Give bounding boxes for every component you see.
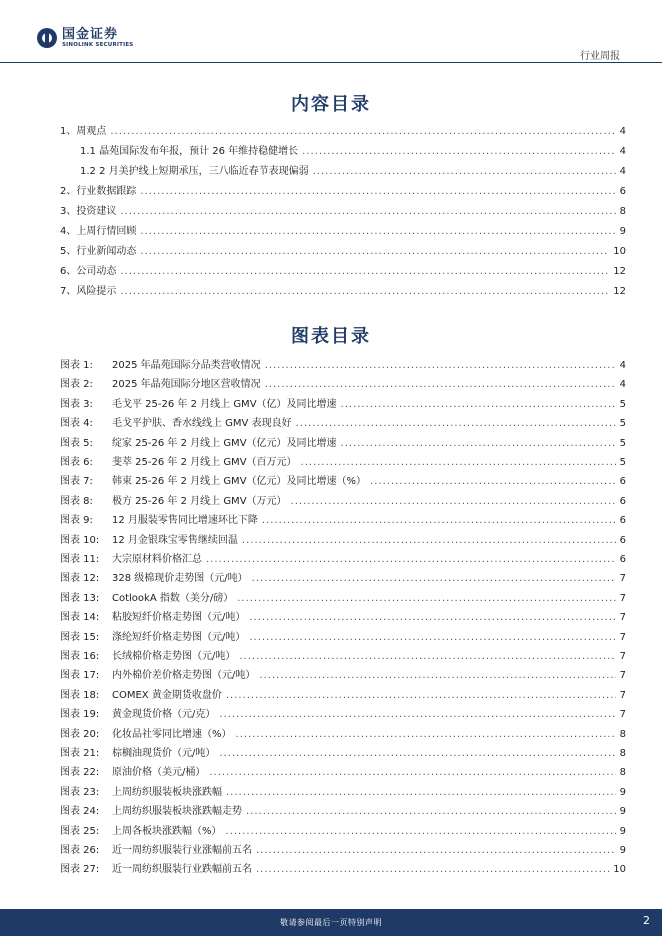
figure-title: 2025 年晶苑国际分品类营收情况 [112,360,261,371]
contents-entry-label: 1.2 2 月美护线上短期承压，三八临近春节表现偏弱 [80,166,309,177]
figure-page: 8 [619,767,626,779]
contents-entry-page: 12 [613,266,626,277]
figure-number: 图表 15: [60,631,100,643]
figure-number: 图表 24: [60,806,100,818]
figure-title: 上周纺织服装板块涨跌幅走势 [112,806,242,818]
contents-entry[interactable] [60,122,626,136]
dot-leader [120,206,615,217]
company-logo [36,26,133,50]
dot-leader [206,554,616,565]
contents-entry-label: 3、投资建议 [60,206,117,217]
dot-leader [140,186,615,197]
figure-title: 近一周纺织服装行业涨幅前五名 [112,845,252,856]
dot-leader [370,476,616,487]
figure-title: 涤纶短纤价格走势图（元/吨） [112,631,246,643]
figure-page: 6 [619,495,626,507]
figure-number: 图表 19: [60,709,100,721]
figure-number: 图表 17: [60,670,100,682]
figure-page: 7 [619,592,626,604]
figure-page: 8 [619,748,626,759]
figure-page: 9 [619,825,626,837]
contents-entry-label: 4、上周行情回顾 [60,226,137,237]
figure-entry[interactable] [60,686,626,700]
dot-leader [236,729,616,740]
figure-title: 12 月金银珠宝零售继续回温 [112,534,238,546]
figure-page: 9 [619,845,626,856]
figure-number: 图表 22: [60,767,100,779]
figure-page: 4 [619,379,626,391]
figure-entry[interactable] [60,628,626,642]
dot-leader [226,690,616,701]
figure-title: 内外棉价差价格走势图（元/吨） [112,670,256,682]
figure-page: 7 [619,651,626,662]
contents-entry-page: 4 [619,166,626,177]
dot-leader [265,379,616,390]
contents-entry-label: 7、风险提示 [60,286,117,297]
dot-leader [209,767,615,778]
figure-number: 图表 20: [60,728,100,740]
footer-bar [0,909,662,936]
contents-entry[interactable] [80,142,626,156]
figure-page: 9 [619,786,626,798]
footer-disclaimer: 敬请参阅最后一页特别声明 [280,918,382,927]
figure-page: 5 [619,418,626,430]
figure-page: 5 [619,398,626,410]
figure-number: 图表 25: [60,825,100,837]
figure-title: 长绒棉价格走势图（元/吨） [112,651,236,662]
figure-title: 近一周纺织服装行业跌幅前五名 [112,864,252,876]
figure-page: 6 [619,554,626,565]
figure-entry[interactable] [60,395,626,409]
dot-leader [246,806,616,817]
figure-page: 4 [619,360,626,371]
figure-title: 12 月服装零售同比增速环比下降 [112,515,258,527]
figure-number: 图表 14: [60,612,100,624]
contents-entry-label: 2、行业数据跟踪 [60,186,137,197]
dot-leader [219,748,615,759]
figure-entry[interactable] [60,647,626,661]
contents-entry[interactable] [60,242,626,256]
dot-leader [341,438,616,449]
figure-entry[interactable] [60,589,626,603]
figure-page: 8 [619,728,626,740]
figure-entry[interactable] [60,492,626,506]
dot-leader [242,535,616,546]
figure-number: 图表 9: [60,515,93,527]
figures-title: 图表目录 [291,326,371,347]
dot-leader [226,826,616,837]
figure-entry[interactable] [60,356,626,370]
contents-entry-page: 12 [613,286,626,297]
figure-entry[interactable] [60,841,626,855]
dot-leader [265,360,616,371]
contents-entry[interactable] [80,162,626,176]
contents-entry[interactable] [60,182,626,196]
figure-entry[interactable] [60,531,626,545]
figure-entry[interactable] [60,744,626,758]
figure-title: 黄金现货价格（元/克） [112,709,216,721]
figure-number: 图表 5: [60,437,93,449]
figure-entry[interactable] [60,414,626,428]
contents-entry-page: 6 [619,186,626,197]
figure-number: 图表 18: [60,689,100,701]
figure-page: 9 [619,806,626,818]
dot-leader [262,515,616,526]
dot-leader [120,286,609,297]
figure-page: 6 [619,534,626,546]
dot-leader [302,146,615,157]
figure-number: 图表 7: [60,476,93,488]
figure-number: 图表 10: [60,534,100,546]
dot-leader [256,845,616,856]
dot-leader [313,166,616,177]
dot-leader [120,266,609,277]
figure-title: 328 级棉现价走势图（元/吨） [112,573,248,585]
dot-leader [291,496,616,507]
figure-number: 图表 13: [60,592,100,604]
figure-entry[interactable] [60,783,626,797]
figure-entry[interactable] [60,472,626,486]
dot-leader [249,632,615,643]
figure-entry[interactable] [60,511,626,525]
figure-entry[interactable] [60,725,626,739]
figure-title: 毛戈平 25-26 年 2 月线上 GMV（亿）及同比增速 [112,398,337,410]
figure-number: 图表 23: [60,786,100,798]
contents-entry-page: 8 [619,206,626,217]
figure-number: 图表 8: [60,495,93,507]
contents-title: 内容目录 [291,94,371,115]
figure-title: 毛戈平护肤、香水线线上 GMV 表现良好 [112,418,292,430]
dot-leader [140,246,609,257]
figure-entry[interactable] [60,608,626,622]
sinolink-logo-icon [36,27,58,49]
figure-page: 7 [619,670,626,682]
contents-entry-label: 1.1 晶苑国际发布年报，预计 26 年维持稳健增长 [80,146,299,157]
dot-leader [140,226,615,237]
figure-title: CotlookA 指数（美分/磅） [112,592,234,604]
figure-number: 图表 2: [60,379,93,391]
figure-page: 6 [619,515,626,527]
figure-page: 5 [619,457,626,468]
figure-page: 7 [619,573,626,585]
dot-leader [239,651,615,662]
figure-title: 棕榈油现货价（元/吨） [112,748,216,759]
contents-entry-label: 6、公司动态 [60,266,117,277]
figure-title: 2025 年晶苑国际分地区营收情况 [112,379,261,391]
figure-page: 7 [619,631,626,643]
dot-leader [259,670,615,681]
figure-page: 7 [619,689,626,701]
figure-page: 6 [619,476,626,488]
figure-title: 化妆品社零同比增速（%） [112,728,232,740]
dot-leader [252,573,616,584]
figure-number: 图表 21: [60,748,100,759]
figure-entry[interactable] [60,822,626,836]
figure-title: COMEX 黄金期货收盘价 [112,689,222,701]
logo-chinese-name: 国金证券 [62,26,119,42]
dot-leader [249,612,615,623]
figure-title: 绽家 25-26 年 2 月线上 GMV（亿元）及同比增速 [112,437,337,449]
header-divider [0,62,662,63]
dot-leader [296,418,616,429]
dot-leader [237,593,615,604]
contents-entry-label: 1、周观点 [60,126,107,137]
figure-entry[interactable] [60,434,626,448]
figure-number: 图表 1: [60,360,93,371]
figure-title: 极方 25-26 年 2 月线上 GMV（万元） [112,495,287,507]
contents-entry-page: 4 [619,126,626,137]
figure-number: 图表 3: [60,398,93,410]
figure-number: 图表 4: [60,418,93,430]
contents-entry[interactable] [60,222,626,236]
contents-entry[interactable] [60,202,626,216]
figure-title: 斐萃 25-26 年 2 月线上 GMV（百万元） [112,457,297,468]
figure-number: 图表 12: [60,573,100,585]
figure-page: 7 [619,709,626,721]
figure-title: 上周各板块涨跌幅（%） [112,825,222,837]
figure-number: 图表 16: [60,651,100,662]
figure-entry[interactable] [60,453,626,467]
figure-title: 粘胶短纤价格走势图（元/吨） [112,612,246,624]
contents-entry-label: 5、行业新闻动态 [60,246,137,257]
figure-page: 10 [613,864,626,876]
figure-number: 图表 6: [60,457,93,468]
figure-number: 图表 11: [60,554,100,565]
figure-title: 上周纺织服装板块涨跌幅 [112,786,222,798]
dot-leader [301,457,616,468]
figure-number: 图表 27: [60,864,100,876]
dot-leader [256,864,609,875]
dot-leader [226,787,616,798]
dot-leader [110,126,615,137]
dot-leader [219,709,615,720]
contents-entry[interactable] [60,282,626,296]
contents-entry-page: 4 [619,146,626,157]
figure-entry[interactable] [60,666,626,680]
contents-entry-page: 9 [619,226,626,237]
figure-entry[interactable] [60,705,626,719]
figure-entry[interactable] [60,763,626,777]
contents-entry-page: 10 [613,246,626,257]
figure-entry[interactable] [60,375,626,389]
logo-english-name: SINOLINK SECURITIES [62,41,134,48]
figure-title: 韩束 25-26 年 2 月线上 GMV（亿元）及同比增速（%） [112,476,367,488]
figure-entry[interactable] [60,802,626,816]
figure-entry[interactable] [60,569,626,583]
figure-entry[interactable] [60,550,626,564]
figure-title: 原油价格（美元/桶） [112,767,206,779]
figure-page: 7 [619,612,626,624]
dot-leader [341,399,616,410]
figure-title: 大宗原材料价格汇总 [112,554,202,565]
contents-entry[interactable] [60,262,626,276]
figure-number: 图表 26: [60,845,100,856]
figure-entry[interactable] [60,860,626,874]
page-number: 2 [643,914,650,927]
report-type-label: 行业周报 [580,51,620,62]
figure-page: 5 [619,437,626,449]
